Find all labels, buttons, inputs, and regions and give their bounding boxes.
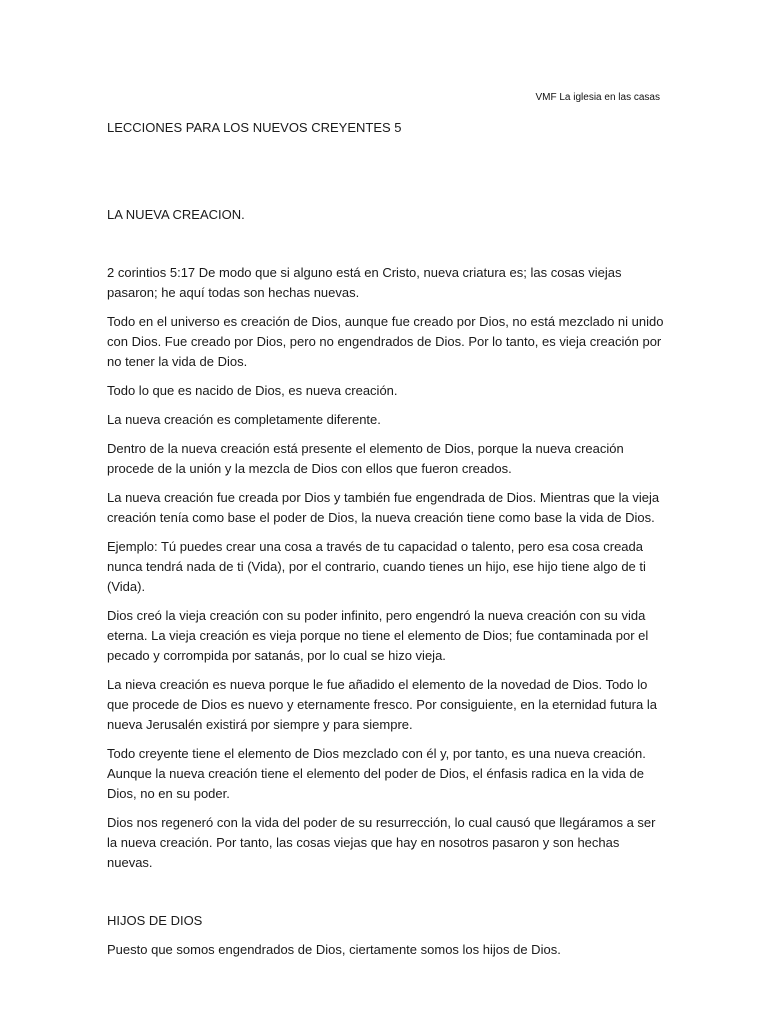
paragraph: Todo creyente tiene el elemento de Dios mezclado con él y, por tanto, es una nueva creación. Aunque la nueva creación tiene el elemento del poder de Dios, el énfasis radica en la vida de Dios, no en su poder.: [107, 746, 646, 801]
paragraph: Todo lo que es nacido de Dios, es nueva creación.: [107, 383, 398, 398]
section-heading-nueva-creacion: LA NUEVA CREACION.: [107, 207, 245, 222]
paragraph: Dios nos regeneró con la vida del poder de su resurrección, lo cual causó que llegáramos a ser la nueva creación. Por tanto, las cosas viejas que hay en nosotros pasaron y son hechas nuevas.: [107, 815, 656, 870]
page-header: VMF La iglesia en las casas: [535, 92, 660, 103]
paragraph: 2 corintios 5:17 De modo que si alguno está en Cristo, nueva criatura es; las cosas viejas pasaron; he aquí todas son hechas nuevas.: [107, 265, 622, 300]
paragraph: La nueva creación fue creada por Dios y también fue engendrada de Dios. Mientras que la vieja creación tenía como base el poder de Dios, la nueva creación tiene como base la vida de Dios.: [107, 490, 660, 525]
paragraph: La nueva creación es completamente diferente.: [107, 412, 381, 427]
paragraph: Ejemplo: Tú puedes crear una cosa a través de tu capacidad o talento, pero esa cosa creada nunca tendrá nada de ti (Vida), por el contrario, cuando tienes un hijo, ese hijo tiene algo de ti (Vida).: [107, 539, 646, 594]
paragraph: La nieva creación es nueva porque le fue añadido el elemento de la novedad de Dios. Todo lo que procede de Dios es nuevo y eternamente fresco. Por consiguiente, en la eternidad futura la nueva Jerusalén existirá por siempre y para siempre.: [107, 677, 657, 732]
document-body: [107, 118, 665, 969]
document-title: LECCIONES PARA LOS NUEVOS CREYENTES 5: [107, 120, 402, 135]
paragraph: Puesto que somos engendrados de Dios, ciertamente somos los hijos de Dios.: [107, 942, 561, 957]
paragraph: Dentro de la nueva creación está presente el elemento de Dios, porque la nueva creación procede de la unión y la mezcla de Dios con ellos que fueron creados.: [107, 441, 624, 476]
paragraph: Dios creó la vieja creación con su poder infinito, pero engendró la nueva creación con su vida eterna. La vieja creación es vieja porque no tiene el elemento de Dios; fue contaminada por el pecado y corrompida por satanás, por lo cual se hizo vieja.: [107, 608, 649, 663]
paragraph: Todo en el universo es creación de Dios, aunque fue creado por Dios, no está mezclado ni unido con Dios. Fue creado por Dios, pero no engendrados de Dios. Por lo tanto, es vieja creación por no tener la vida de Dios.: [107, 314, 664, 369]
section-heading-hijos-de-dios: HIJOS DE DIOS: [107, 913, 203, 928]
